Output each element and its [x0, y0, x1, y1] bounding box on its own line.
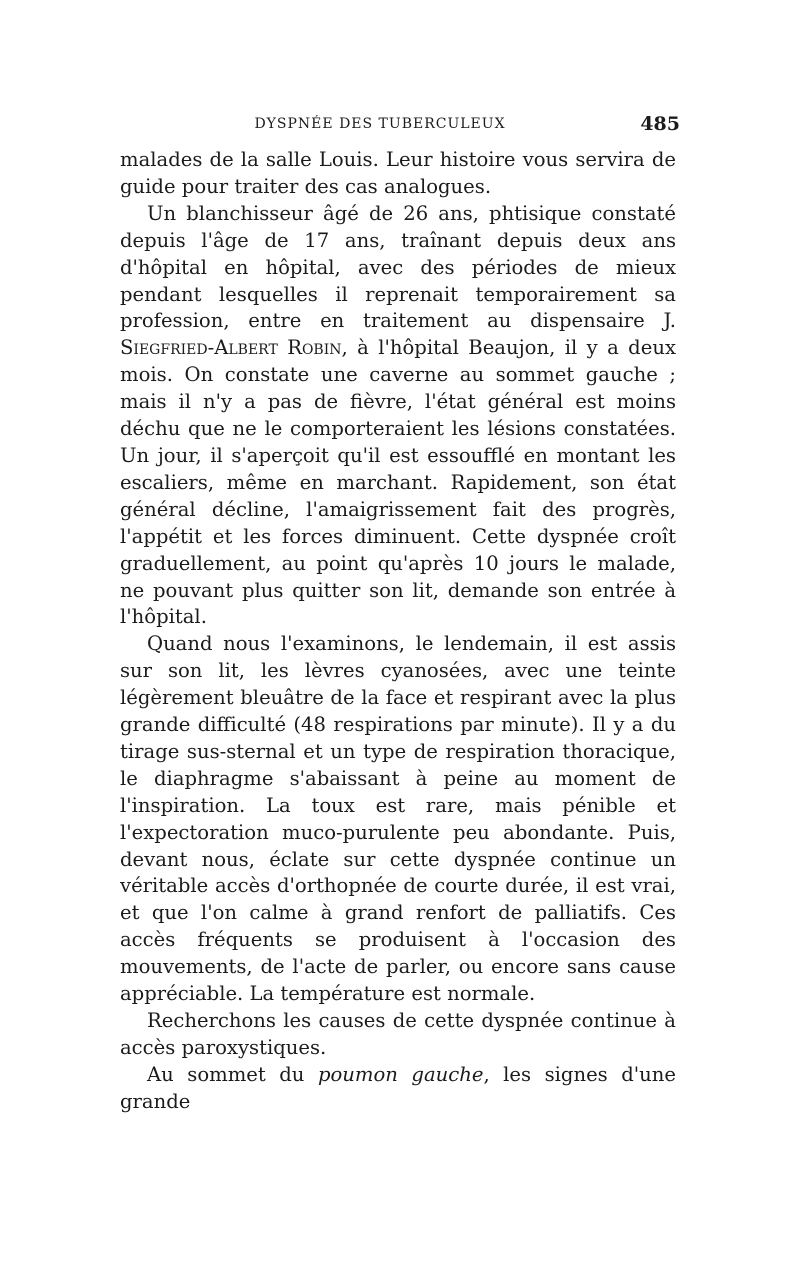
paragraph-5: [120, 1062, 676, 1116]
running-head: [120, 113, 680, 138]
author-name: Siegfried-Albert Robin: [120, 336, 342, 360]
emphasis-poumon-gauche: poumon gauche: [317, 1062, 484, 1086]
paragraph-3: Quand nous l'examinons, le lendemain, il est assis sur son lit, les lèvres cyanosées, avec une teinte légèrement bleuâtre de la face et respirant avec la plus grande difficulté (48 respirations par minute). Il y a du tirage sus-sternal et un type de respiration thoracique, le diaphragme s'abaissant à peine au moment de l'inspiration. La toux est rare, mais pénible et l'expectoration muco-purulente peu abondante. Puis, devant nous, éclate sur cette dyspnée continue un véritable accès d'orthopnée de courte durée, il est vrai, et que l'on calme à grand renfort de palliatifs. Ces accès fréquents se produisent à l'occasion des mouvements, de l'acte de parler, ou encore sans cause appréciable. La température est normale.: [120, 632, 676, 1006]
paragraph-5-start: Au sommet du: [147, 1062, 318, 1086]
paragraph-4: Recherchons les causes de cette dyspnée continue à accès paroxystiques.: [120, 1009, 676, 1059]
paragraph-2-end: , à l'hôpital Beaujon, il y a deux mois. On constate une caverne au sommet gauche ; mais il n'y a pas de fièvre, l'état général est moins déchu que ne le comporteraient les lésions constatées. Un jour, il s'aperçoit qu'il est essoufflé en montant les escaliers, même en marchant. Rapidement, son état général décline, l'amaigrissement fait des progrès, l'appétit et les forces diminuent. Cette dyspnée croît graduellement, au point qu'après 10 jours le malade, ne pouvant plus quitter son lit, demande son entrée à l'hôpital.: [120, 336, 676, 629]
running-title: DYSPNÉE DES TUBERCULEUX: [254, 116, 506, 132]
paragraph-2-start: Un blanchisseur âgé de 26 ans, phtisique constaté depuis l'âge de 17 ans, traînant depuis deux ans d'hôpital en hôpital, avec des périodes de mieux pendant lesquelles il reprenait temporairement sa profession, entre en traitement au dispensaire J.: [120, 201, 676, 333]
body-text: [120, 147, 676, 1116]
paragraph-2: [120, 201, 676, 632]
paragraph-5-end: , les signes d'une grande: [120, 1062, 676, 1113]
paragraph-1: malades de la salle Louis. Leur histoire vous servira de guide pour traiter des cas analogues.: [120, 148, 676, 198]
page-number: 485: [640, 113, 680, 135]
